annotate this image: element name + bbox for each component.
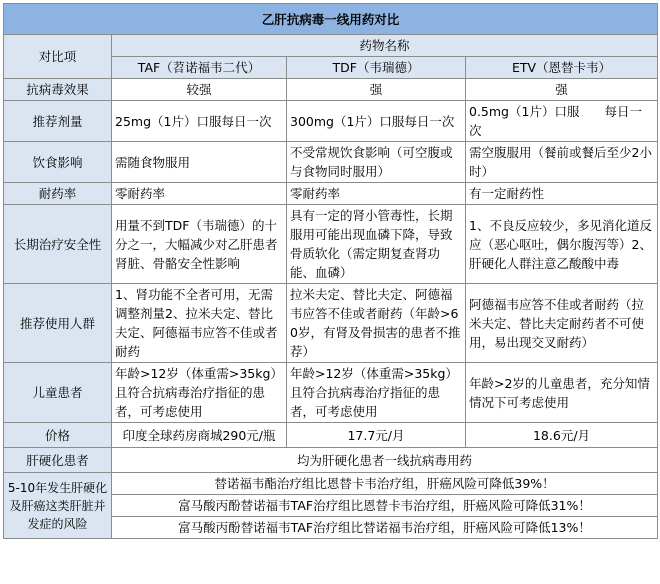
cell-tdf: 17.7元/月 [287,423,466,448]
row-long-term-safety [4,205,658,284]
cell-taf: 1、肾功能不全者可用，无需调整剂量2、拉米夫定、替比夫定、阿德福韦应答不佳或者耐药 [112,284,287,363]
row-label: 耐药率 [4,183,112,205]
cell-taf: 印度全球药房商城290元/瓶 [112,423,287,448]
comparison-table [3,3,658,539]
title-row [4,4,658,35]
cirrhosis-text: 均为肝硬化患者一线抗病毒用药 [112,448,658,473]
cell-etv: 强 [466,79,658,101]
row-label: 长期治疗安全性 [4,205,112,284]
row-price [4,423,658,448]
cell-tdf: 不受常规饮食影响（可空腹或与食物同时服用） [287,142,466,183]
row-label: 抗病毒效果 [4,79,112,101]
cell-tdf: 拉米夫定、替比夫定、阿德福韦应答不佳或者耐药（年龄>60岁，有肾及骨损害的患者不推荐） [287,284,466,363]
row-recommended-population [4,284,658,363]
header-row-1 [4,35,658,57]
row-label: 价格 [4,423,112,448]
cell-taf: 年龄>12岁（体重需>35kg）且符合抗病毒治疗指征的患者，可考虑使用 [112,363,287,423]
cell-etv: 18.6元/月 [466,423,658,448]
row-label: 推荐剂量 [4,101,112,142]
row-risk [4,473,658,495]
row-label: 推荐使用人群 [4,284,112,363]
cell-tdf: 具有一定的肾小管毒性，长期服用可能出现血磷下降，导致骨质软化（需定期复查肾功能、血磷） [287,205,466,284]
row-label: 饮食影响 [4,142,112,183]
risk-line: 富马酸丙酚替诺福韦TAF治疗组比替诺福韦治疗组，肝癌风险可降低13%！ [112,517,658,539]
compare-item-header: 对比项 [4,35,112,79]
row-resistance [4,183,658,205]
drug-name-header: 药物名称 [112,35,658,57]
cell-tdf: 年龄>12岁（体重需>35kg）且符合抗病毒治疗指征的患者，可考虑使用 [287,363,466,423]
row-label: 肝硬化患者 [4,448,112,473]
cell-taf: 用量不到TDF（韦瑞德）的十分之一，大幅减少对乙肝患者肾脏、骨骼安全性影响 [112,205,287,284]
cell-tdf: 零耐药率 [287,183,466,205]
row-cirrhosis [4,448,658,473]
cell-etv: 年龄>2岁的儿童患者，充分知情情况下可考虑使用 [466,363,658,423]
drug-header-etv: ETV（恩替卡韦） [466,57,658,79]
cell-etv: 1、不良反应较少，多见消化道反应（恶心呕吐，偶尔腹泻等）2、肝硬化人群注意乙酸酸中毒 [466,205,658,284]
cell-tdf: 强 [287,79,466,101]
row-label: 儿童患者 [4,363,112,423]
cell-taf: 较强 [112,79,287,101]
cell-etv: 有一定耐药性 [466,183,658,205]
row-food-effect [4,142,658,183]
cell-taf: 零耐药率 [112,183,287,205]
drug-header-tdf: TDF（韦瑞德） [287,57,466,79]
cell-etv: 阿德福韦应答不佳或者耐药（拉米夫定、替比夫定耐药者不可使用，易出现交叉耐药） [466,284,658,363]
risk-label: 5-10年发生肝硬化及肝癌这类肝脏并发症的风险 [4,473,112,539]
cell-taf: 25mg（1片）口服每日一次 [112,101,287,142]
row-pediatric [4,363,658,423]
table-title: 乙肝抗病毒一线用药对比 [4,4,658,35]
cell-taf: 需随食物服用 [112,142,287,183]
risk-line: 替诺福韦酯治疗组比恩替卡韦治疗组，肝癌风险可降低39%！ [112,473,658,495]
row-dosage [4,101,658,142]
cell-tdf: 300mg（1片）口服每日一次 [287,101,466,142]
row-antiviral-effect [4,79,658,101]
cell-etv: 0.5mg（1片）口服 每日一次 [466,101,658,142]
drug-header-taf: TAF（苕诺福韦二代） [112,57,287,79]
cell-etv: 需空腹服用（餐前或餐后至少2小时） [466,142,658,183]
risk-line: 富马酸丙酚替诺福韦TAF治疗组比恩替卡韦治疗组，肝癌风险可降低31%！ [112,495,658,517]
